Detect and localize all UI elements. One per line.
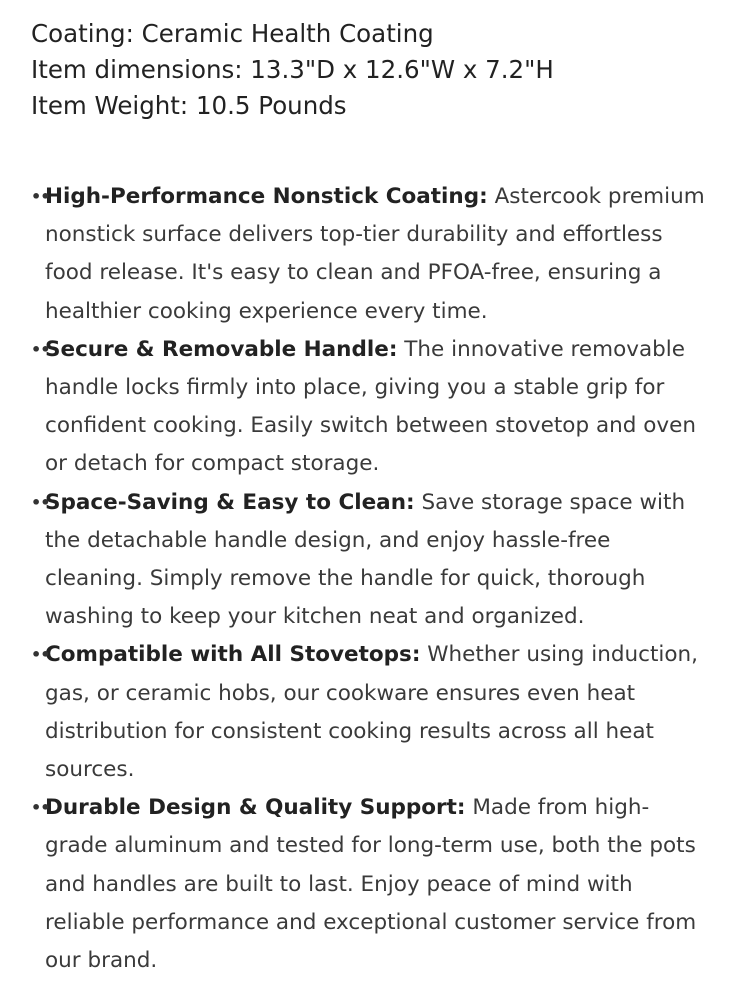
spec-weight: Item Weight: 10.5 Pounds	[31, 91, 347, 120]
feature-item	[31, 178, 710, 331]
bullet-icon: ••	[31, 492, 50, 512]
spec-dimensions: Item dimensions: 13.3"D x 12.6"W x 7.2"H	[31, 55, 554, 84]
bullet-icon: ••	[31, 187, 50, 206]
feature-text: The innovative removable handle locks firmly into place, giving you a stable grip for confident cooking. Easily switch between stovetop and oven or detach for compact storage.	[45, 336, 696, 477]
feature-title: Compatible with All Stovetops:	[45, 642, 421, 668]
feature-list	[31, 178, 733, 980]
feature-item	[31, 331, 710, 484]
bullet-icon: ••	[31, 339, 50, 359]
feature-item	[31, 636, 710, 789]
feature-title: High-Performance Nonstick Coating:	[45, 184, 488, 209]
bullet-icon: ••	[31, 798, 50, 818]
feature-text: Whether using induction, gas, or ceramic hobs, our cookware ensures even heat distribution for consistent cooking results across all heat sources.	[45, 642, 698, 783]
feature-text: Made from high-grade aluminum and tested for long-term use, both the pots and handles are built to last. Enjoy peace of mind with reliable performance and exceptional customer service from our brand.	[45, 795, 697, 974]
feature-text: Save storage space with the detachable handle design, and enjoy hassle-free cleaning. Simply remove the handle for quick, thorough washing to keep your kitchen neat and organized.	[45, 489, 686, 630]
feature-text: Astercook premium nonstick surface delivers top-tier durability and effortless food release. It's easy to clean and PFOA-free, ensuring a healthier cooking experience every time.	[45, 184, 705, 324]
feature-title: Secure & Removable Handle:	[45, 336, 398, 362]
spec-coating: Coating: Ceramic Health Coating	[31, 19, 434, 48]
product-specs	[31, 16, 733, 124]
feature-title: Durable Design & Quality Support:	[45, 795, 466, 821]
feature-item	[31, 789, 710, 980]
bullet-icon: ••	[31, 645, 50, 665]
feature-item	[31, 484, 710, 637]
feature-title: Space-Saving & Easy to Clean:	[45, 489, 415, 515]
